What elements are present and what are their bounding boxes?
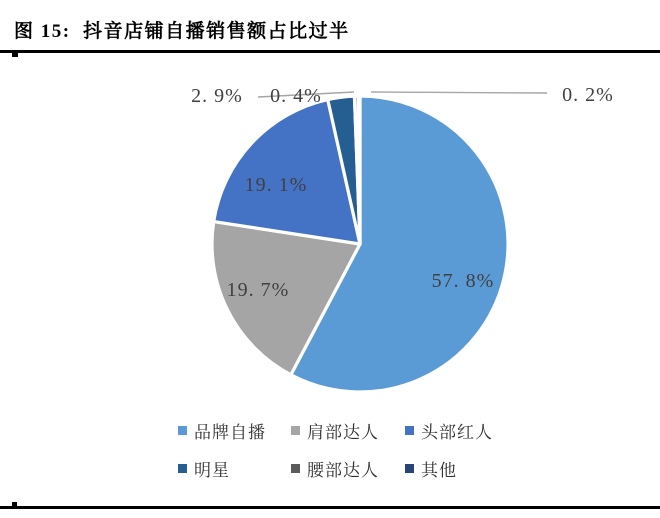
legend-swatch-icon xyxy=(291,464,300,473)
bottom-rule xyxy=(0,506,660,509)
chart-legend xyxy=(178,411,493,487)
legend-item-0 xyxy=(178,411,291,449)
legend-item-2 xyxy=(405,411,493,449)
leader-line-1 xyxy=(371,92,547,93)
legend-item-1 xyxy=(291,411,405,449)
pie-label-4: 0. 4% xyxy=(270,85,322,107)
pie-slices-group xyxy=(212,96,508,392)
legend-label: 腰部达人 xyxy=(307,460,379,480)
pie-label-1: 19. 7% xyxy=(226,279,290,301)
legend-swatch-icon xyxy=(178,426,187,435)
pie-label-2: 19. 1% xyxy=(244,174,308,196)
legend-label: 明星 xyxy=(194,460,230,480)
legend-label: 其他 xyxy=(421,460,457,480)
pie-label-3: 2. 9% xyxy=(191,85,243,107)
legend-item-3 xyxy=(178,449,291,487)
legend-item-4 xyxy=(291,449,405,487)
legend-label: 品牌自播 xyxy=(194,422,266,442)
figure-title: 图 15: 抖音店铺自播销售额占比过半 xyxy=(14,21,350,42)
legend-label: 头部红人 xyxy=(421,422,493,442)
legend-swatch-icon xyxy=(405,426,414,435)
legend-swatch-icon xyxy=(178,464,187,473)
rule-tick-bottom xyxy=(12,502,17,506)
pie-label-5: 0. 2% xyxy=(562,84,614,106)
pie-label-0: 57. 8% xyxy=(431,270,495,292)
legend-item-5 xyxy=(405,449,493,487)
legend-swatch-icon xyxy=(405,464,414,473)
pie-slice-5 xyxy=(358,96,360,244)
legend-swatch-icon xyxy=(291,426,300,435)
legend-label: 肩部达人 xyxy=(307,422,379,442)
